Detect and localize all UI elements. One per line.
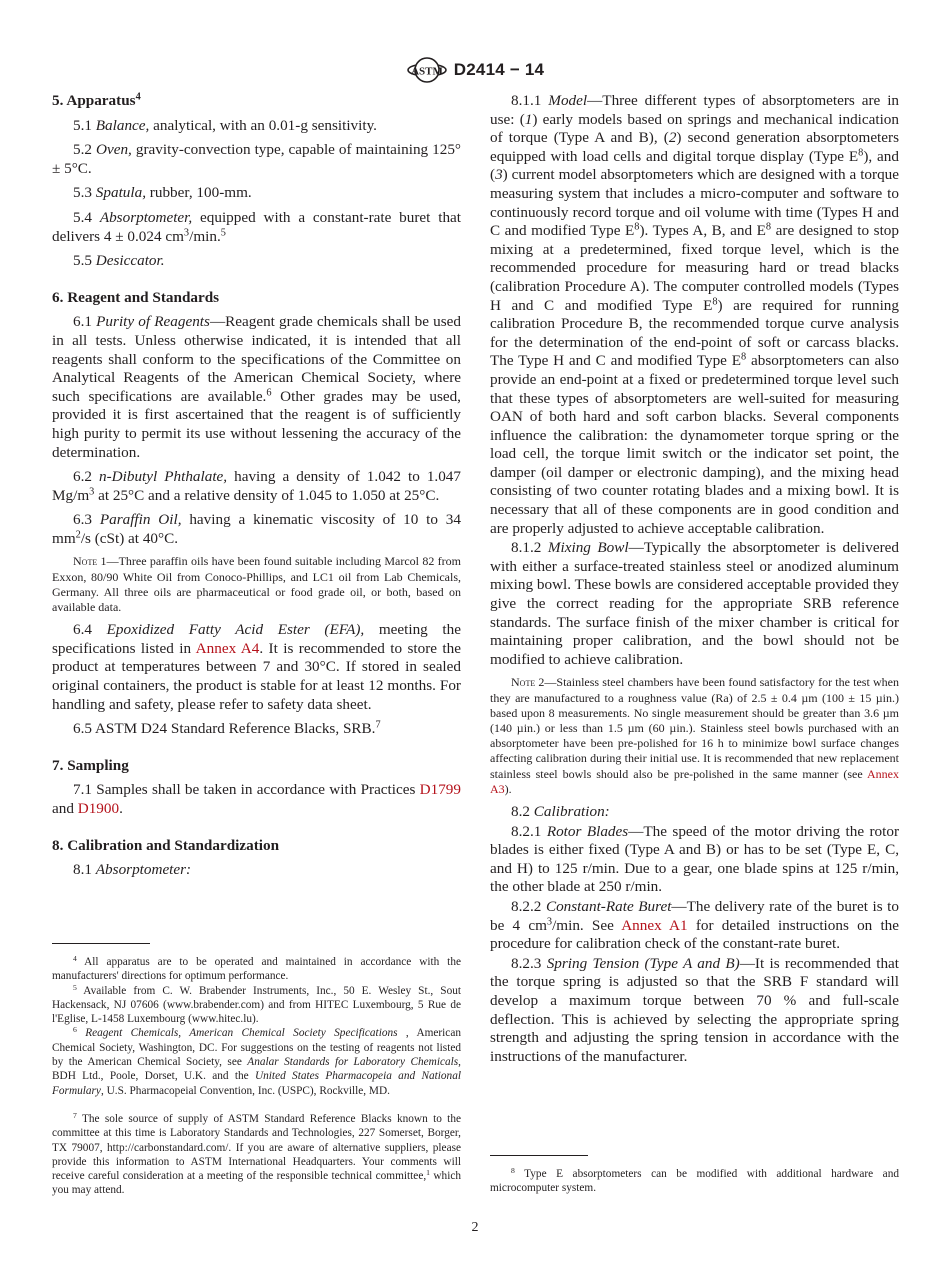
text-run: analytical, with an 0.01-g sensitivity. — [149, 116, 377, 134]
text-run: 8.1.1 — [511, 92, 549, 109]
section-heading — [52, 837, 461, 856]
italic-term: Constant-Rate Buret — [545, 898, 672, 915]
note-label: Note 2 — [511, 675, 545, 690]
footnote-ref: 4 — [73, 953, 77, 963]
section-heading — [52, 289, 461, 308]
text-run: 7.1 Samples shall be taken in accordance with Practices — [73, 781, 420, 799]
italic-term: Desiccator. — [95, 252, 165, 270]
italic-term: Reagent Chemicals, American Chemical Society Specifications — [76, 1027, 398, 1040]
text-run: 5.1 — [73, 116, 96, 134]
footnote-ref: 7 — [375, 719, 381, 731]
text-run: Type E absorptometers can be modified with additional hardware and microcomputer system. — [490, 1168, 899, 1195]
text-run: ) current model absorptometers which are designed with a torque measuring system that includes a micro-computer and software to continuously record torque and oil volume with time (Types H and C and modified Type E — [490, 166, 899, 240]
text-run: , American Chemical Society, Washington, DC. For suggestions on the testing of reagents not listed by the American Chemical Society, see — [52, 1027, 461, 1069]
text-run: having a density of 1.042 to 1.047 Mg/m — [52, 468, 461, 504]
italic-term: Balance, — [95, 116, 150, 134]
text-run: 8.2.3 — [511, 954, 547, 972]
footnote — [490, 1167, 899, 1196]
document-id: D2414 − 14 — [453, 60, 545, 79]
text-run: at 25°C and a relative density of 1.045 to 1.050 at 25°C. — [94, 486, 440, 504]
text-run: for detailed instructions on the procedure for calibration check of the constant-rate buret. — [490, 916, 900, 953]
text-run: 8.2 — [511, 803, 534, 821]
page-header — [0, 55, 950, 85]
text-run: —Typically the absorptometer is delivered with either a surface-treated stainless steel or anodized aluminum mixing bowl. These bowls are considered acceptable provided they give the correct reading for the appropriate SRB reference standards. The surface finish of the mixer chamber is critical for maintaining proper calibration, and the bowl should not be modified to achieve calibration. — [490, 539, 900, 668]
italic-term: Spring Tension (Type A and B) — [546, 954, 740, 972]
text-run: /s (cSt) at 40°C. — [80, 529, 179, 547]
note-paragraph — [490, 675, 899, 797]
text-run: 6.3 — [73, 511, 100, 529]
note-label: Note 1 — [73, 554, 107, 569]
page-number: 2 — [471, 1220, 479, 1235]
body-paragraph — [52, 511, 461, 548]
text-run: All apparatus are to be operated and maintained in accordance with the manufacturers' directions for optimum performance. — [52, 956, 461, 983]
text-run: Other grades may be used, provided it is first ascertained that the reagent is of sufficiently high purity to permit its use without lessening the accuracy of the determination. — [52, 387, 461, 461]
text-run: 5. Apparatus — [52, 92, 136, 109]
right-footnotes — [490, 1155, 899, 1196]
text-run: 6. Reagent and Standards — [52, 288, 220, 306]
body-paragraph — [52, 313, 461, 462]
footnote-ref: 1 — [426, 1167, 430, 1177]
text-run: , U.S. Pharmacopeial Convention, Inc. (USPC), Rockville, MD. — [100, 1084, 390, 1097]
body-paragraph — [490, 955, 899, 1067]
footnote-ref: 8 — [858, 147, 864, 159]
text-run: 8.1.2 — [511, 539, 548, 557]
body-paragraph — [490, 803, 899, 822]
astm-logo-icon — [406, 55, 448, 85]
italic-term: Mixing Bowl — [547, 539, 629, 557]
footnote-ref: 6 — [266, 387, 272, 399]
text-run: —Three different types of absorptometers are in use: ( — [490, 92, 900, 128]
text-run: ) second generation absorptometers equipped with load cells and digital torque display (Type E — [490, 129, 899, 165]
footnote — [52, 984, 461, 1027]
text-run: 8.1 — [73, 861, 96, 879]
body-paragraph — [52, 621, 461, 714]
body-paragraph — [52, 117, 461, 136]
section-heading — [52, 757, 461, 776]
body-paragraph — [490, 898, 899, 954]
cross-reference-link[interactable]: D1799 — [419, 781, 461, 799]
footnote-rule — [52, 943, 150, 944]
italic-term: Model — [548, 92, 588, 109]
text-run: 6.2 — [73, 468, 100, 486]
italic-term: 3 — [495, 166, 503, 184]
footnote-ref: 8 — [765, 221, 772, 233]
cross-reference-link[interactable]: Annex A3 — [490, 766, 899, 796]
text-run: —The delivery rate of the buret is to be 4 cm — [490, 898, 899, 934]
text-run: meeting the specifications listed in — [52, 621, 461, 657]
footnote-ref: 8 — [634, 221, 640, 233]
body-paragraph — [52, 184, 461, 203]
text-run: and — [52, 800, 78, 818]
italic-term: Oven, — [96, 141, 132, 159]
text-run: ), and ( — [490, 147, 899, 184]
cross-reference-link[interactable]: Annex A1 — [621, 916, 688, 934]
cross-reference-link[interactable]: Annex A4 — [195, 639, 260, 657]
footnote-ref: 7 — [73, 1110, 77, 1120]
italic-term: United States Pharmacopeia and National Formulary — [52, 1070, 461, 1097]
footnote-ref: 8 — [511, 1165, 515, 1175]
text-run: having a kinematic viscosity of 10 to 34 mm — [52, 511, 461, 547]
left-column — [52, 92, 461, 886]
footnote-ref: 3 — [89, 486, 95, 498]
footnote — [52, 955, 461, 984]
text-run: 6.5 ASTM D24 Standard Reference Blacks, SRB. — [73, 720, 376, 738]
text-run: Available from C. W. Brabender Instruments, Inc., 50 E. Wesley St., Sout Hackensack, NJ 07606 (www.brabender.com) and from HITEC Luxembourg, 5 Rue de l'Eglise, L-1458 Luxembourg (www.hitec.lu). — [52, 984, 461, 1026]
text-run: 7. Sampling — [52, 756, 129, 774]
right-column — [490, 92, 899, 1067]
text-run: ) are required for running calibration Procedure B, the recommended torque curve analysis for the determination of the end-point of soft or carcass blacks. The Type H and C and modified Type E — [490, 296, 899, 370]
text-run: , BDH Ltd., Poole, Dorset, U.K. and the — [52, 1056, 461, 1083]
footnote-ref: 5 — [220, 226, 226, 238]
text-run: —It is recommended that the torque spring is adjusted so that the SRB F standard will develop a maximum torque between 70 % and full-scale deflection. This is achieved by selecting the appropriate spring strength and adjusting the spring tension in accordance with the instructions of the manufacturer. — [490, 954, 899, 1065]
text-run: ) early models based on springs and mechanical indication of torque (Type A and B), ( — [490, 110, 899, 147]
cross-reference-link[interactable]: D1900 — [77, 800, 120, 818]
text-run: —The speed of the motor driving the rotor blades is either fixed (Type A and B) or has to be set (Type E, C, and H) to 125 r/min. Due to a gear, one blade spins at 125 r/min, the other blade at 250 r/min. — [490, 822, 900, 896]
text-run: gravity-convection type, capable of maintaining 125° ± 5°C. — [52, 141, 462, 177]
text-run: . It is recommended to store the product at temperatures between 7 and 30°C. If stored in sealed original containers, the product is stable for at least 12 months. For handling and safety, please refer to safety data sheet. — [52, 639, 461, 713]
body-paragraph — [52, 781, 461, 818]
text-run: which you may attend. — [52, 1170, 461, 1197]
italic-term: Epoxidized Fatty Acid Ester (EFA), — [106, 621, 365, 639]
text-run: /min. See — [552, 916, 622, 934]
footnote-ref: 8 — [741, 351, 747, 363]
svg-text:ASTM: ASTM — [410, 65, 443, 78]
text-run: —Reagent grade chemicals shall be used in all tests. Unless otherwise indicated, it is intended that all reagents shall conform to the specifications of the Committee on Analytical Reagents of the American Chemical Society, where such specifications are available. — [52, 313, 462, 405]
body-paragraph — [490, 823, 899, 897]
footnote — [52, 1026, 461, 1097]
text-run: 8.2.2 — [511, 898, 546, 915]
text-run: are designed to stop mixing at a predetermined, fixed torque level, which is the recommended procedure for measuring hard or tread blacks (calibration Procedure A). The computer controlled models (Types H and C and modified Type E — [490, 222, 899, 314]
italic-term: Purity of Reagents — [96, 313, 210, 331]
text-run: . — [119, 800, 123, 818]
italic-term: 2 — [668, 129, 677, 147]
text-run: 8. Calibration and Standardization — [52, 836, 280, 854]
italic-term: n-Dibutyl Phthalate, — [99, 468, 228, 486]
text-run: ). Types A, B, and E — [639, 222, 766, 240]
italic-term: Analar Standards for Laboratory Chemicals — [247, 1056, 459, 1069]
body-paragraph — [52, 209, 461, 246]
text-run: 8.2.1 — [511, 822, 547, 840]
footnote-ref: 3 — [183, 226, 190, 238]
section-gap — [52, 825, 461, 837]
note-paragraph — [52, 554, 461, 615]
footnote-ref: 3 — [546, 915, 553, 927]
italic-term: Spatula, — [95, 184, 146, 202]
text-run: 5.2 — [73, 141, 96, 159]
italic-term: Absorptometer: — [95, 861, 192, 879]
text-run: /min. — [189, 227, 221, 245]
body-paragraph — [490, 539, 899, 669]
footnote — [52, 1112, 461, 1198]
text-run: equipped with a constant-rate buret that delivers 4 ± 0.024 cm — [52, 208, 461, 245]
footnote-rule — [490, 1155, 588, 1156]
body-paragraph — [52, 468, 461, 505]
text-run: 5.4 — [73, 208, 100, 226]
text-run: ). — [504, 781, 512, 796]
text-run: absorptometers can also provide an end-point at a fixed or predetermined torque level such that these types of absorptometers are well-suited for measuring OAN of both hard and soft carbon blacks. Several components influence the calibration: the dynamometer torque spring or the load cell, the torque limit switch or the indicator set point, the damper (oil damper or electronic damping), and the mixing head consisting of two counter rotating blades and a mixing bowl. It is necessary that all of these components are in good condition and are properly adjusted to achieve acceptable calibration. — [490, 352, 900, 537]
italic-term: Calibration: — [533, 803, 610, 821]
body-paragraph — [52, 720, 461, 739]
body-paragraph — [52, 141, 461, 178]
italic-term: Absorptometer, — [99, 208, 193, 226]
text-run: 6.4 — [73, 621, 107, 639]
text-run: 5.5 — [73, 252, 96, 270]
footnote-gap — [52, 1098, 461, 1112]
footnote-ref: 4 — [135, 91, 141, 103]
text-run: 6.1 — [73, 313, 97, 331]
section-gap — [52, 745, 461, 757]
text-run: The sole source of supply of ASTM Standard Reference Blacks known to the committee at this time is Laboratory Standards and Technologies, 227 Somerset, Borger, TX 79007, http://carbonstandard.com/. If you are aware of alternative suppliers, please provide this information to ASTM International Headquarters. Your comments will receive careful consideration at a meeting of the responsible technical committee, — [52, 1112, 461, 1183]
body-paragraph — [52, 861, 461, 880]
section-gap — [52, 277, 461, 289]
text-run: rubber, 100-mm. — [146, 184, 252, 202]
footnote-ref: 2 — [75, 529, 81, 541]
text-run: —Three paraffin oils have been found suitable including Marcol 82 from Exxon, 80/90 White Oil from Conoco-Phillips, and LC1 oil from Lab Chemicals, Germany. All three oils are pharmaceutical or food grade oil, or both, based on available data. — [52, 554, 461, 615]
body-paragraph — [490, 92, 899, 538]
footnote-ref: 5 — [73, 982, 77, 992]
italic-term: 1 — [524, 110, 533, 128]
italic-term: Paraffin Oil, — [99, 511, 182, 529]
left-footnotes — [52, 943, 461, 1198]
footnote-ref: 6 — [73, 1025, 77, 1035]
italic-term: Rotor Blades — [546, 822, 629, 840]
body-paragraph — [52, 252, 461, 271]
footnote-ref: 8 — [712, 295, 718, 307]
section-heading — [52, 92, 461, 111]
text-run: —Stainless steel chambers have been found satisfactory for the test when they are manufactured to a roughness value (Ra) of 2.5 ± 0.4 µm (100 ± 15 µin.) based upon 8 measurements. No single measurement should be greater than 3.6 µm (140 µin.) or less than 1.5 µm (60 µin.). Stainless steel bowls purchased with an absorptometer have been pre-polished for 16 h to minimize bowl surface changes affecting calibration during their initial use. It is recommended that new replacement stainless steel bowls should also be pre-polished in the same manner (see — [490, 675, 899, 781]
text-run: 5.3 — [73, 184, 96, 202]
